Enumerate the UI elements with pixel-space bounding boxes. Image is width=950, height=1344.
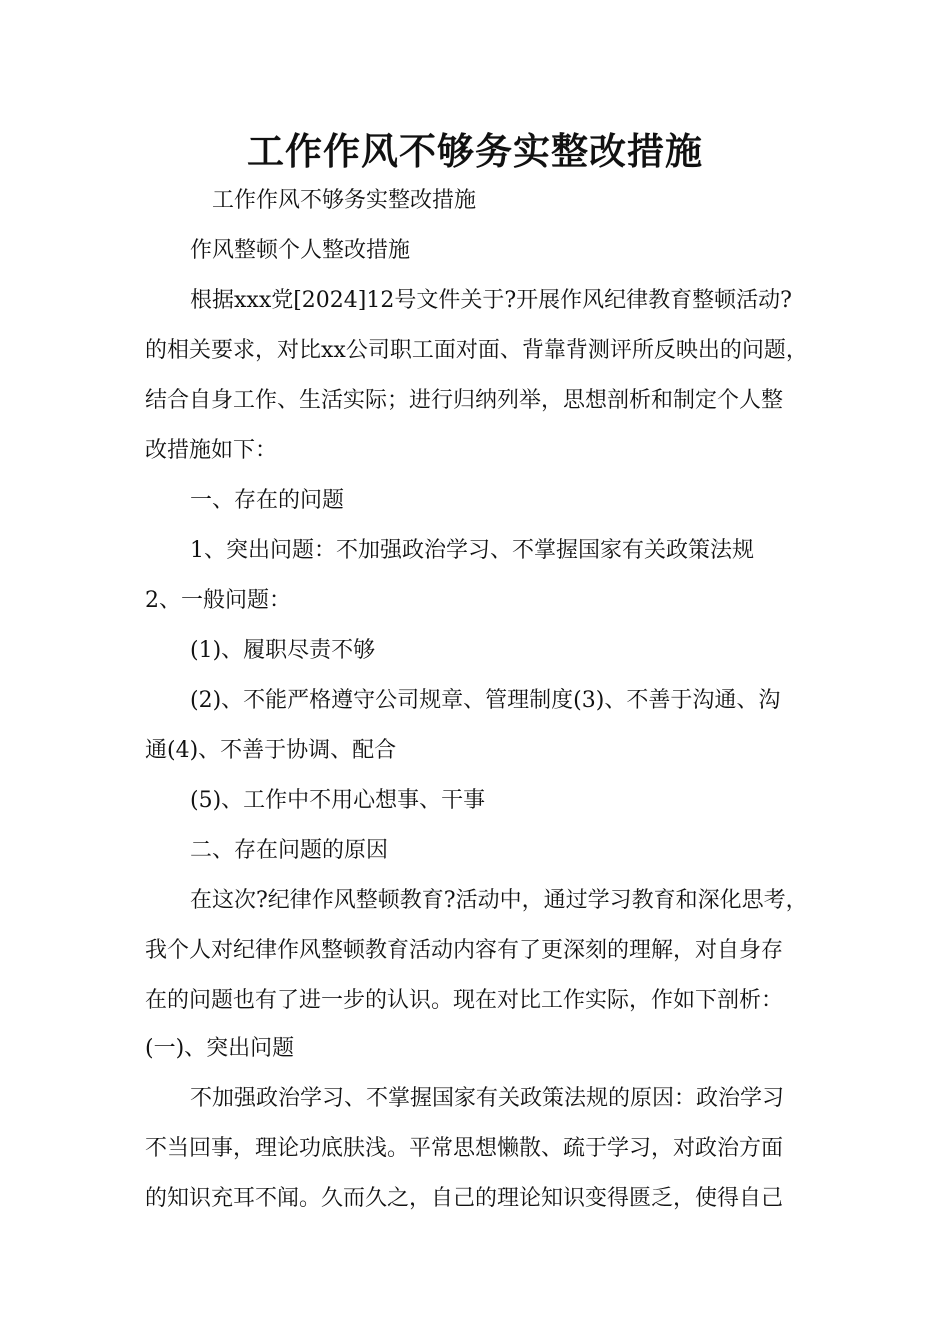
paragraph-line: 我个人对纪律作风整顿教育活动内容有了更深刻的理解，对自身存 (145, 938, 784, 963)
list-item: 1、突出问题：不加强政治学习、不掌握国家有关政策法规 (190, 538, 754, 563)
list-item: 通(4)、不善于协调、配合 (145, 738, 397, 763)
section-heading: 一、存在的问题 (190, 488, 345, 513)
list-item: (1)、履职尽责不够 (190, 638, 376, 663)
document-title: 工作作风不够务实整改措施 (247, 130, 703, 173)
section-heading: 二、存在问题的原因 (190, 838, 389, 863)
paragraph-line: 改措施如下： (145, 438, 278, 463)
list-item: (2)、不能严格遵守公司规章、管理制度(3)、不善于沟通、沟 (190, 688, 781, 713)
subsection-heading: (一)、突出问题 (145, 1036, 295, 1061)
heading-line: 作风整顿个人整改措施 (190, 238, 411, 263)
paragraph-line: 不当回事，理论功底肤浅。平常思想懒散、疏于学习，对政治方面 (145, 1136, 784, 1161)
paragraph-line: 在的问题也有了进一步的认识。现在对比工作实际，作如下剖析： (145, 988, 784, 1013)
list-item: (5)、工作中不用心想事、干事 (190, 788, 486, 813)
paragraph-line: 在这次?纪律作风整顿教育?活动中，通过学习教育和深化思考， (190, 888, 808, 913)
paragraph-line: 的知识充耳不闻。久而久之，自己的理论知识变得匮乏，使得自己 (145, 1186, 784, 1211)
paragraph-line: 根据xxx党[2024]12号文件关于?开展作风纪律教育整顿活动? (190, 288, 792, 313)
list-item: 2、一般问题： (145, 588, 291, 613)
paragraph-line: 结合自身工作、生活实际；进行归纳列举，思想剖析和制定个人整 (145, 388, 784, 413)
subtitle-line: 工作作风不够务实整改措施 (212, 188, 477, 213)
paragraph-line: 不加强政治学习、不掌握国家有关政策法规的原因：政治学习 (190, 1086, 785, 1111)
paragraph-line: 的相关要求，对比xx公司职工面对面、背靠背测评所反映出的问题， (145, 338, 808, 363)
